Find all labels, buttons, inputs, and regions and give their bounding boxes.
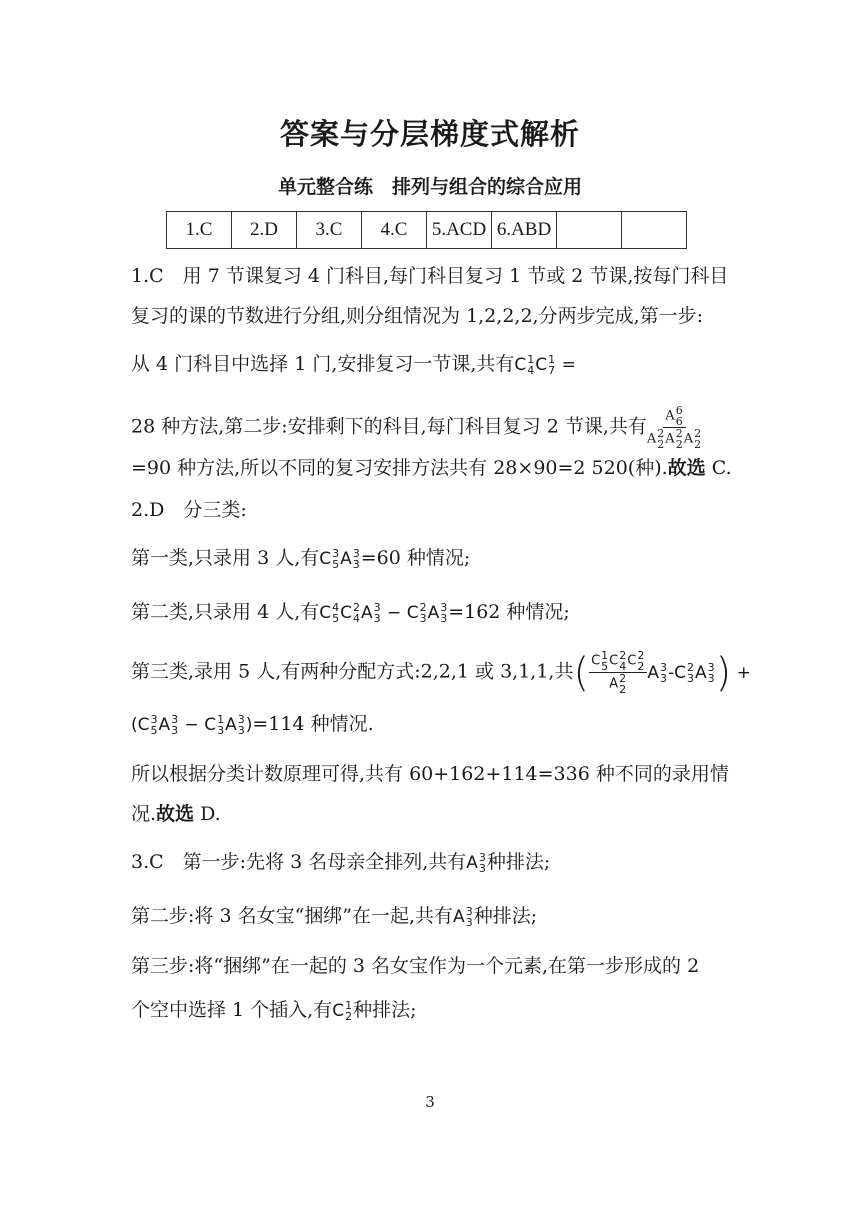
answer-cell: 1.C bbox=[167, 212, 232, 249]
q3-line-4 bbox=[131, 996, 417, 1025]
q1-line-1: 1.C 用 7 节课复习 4 门科目,每门科目复习 1 节或 2 节课,按每门科目 bbox=[131, 265, 729, 287]
answer-cell bbox=[622, 212, 687, 249]
formula-c41c71: C 1 4 C 1 7 = bbox=[514, 353, 576, 377]
q3-line-2 bbox=[131, 902, 537, 931]
q1-line-4-text: 28 种方法,第二步:安排剩下的科目,每门科目复习 2 节课,共有 bbox=[131, 415, 647, 438]
q2-select-label: 故选 bbox=[156, 803, 195, 825]
q1-line-5-text: =90 种方法,所以不同的复习安排方法共有 28×90=2 520(种). bbox=[131, 457, 668, 479]
formula-c54c42a33: C 4 5 C 2 4 A 3 3 − C 2 3 A 3 3 bbox=[319, 601, 448, 625]
q1-line-3 bbox=[131, 350, 576, 379]
q3-line-1-tail: 种排法; bbox=[486, 851, 551, 873]
q3-line-3: 第三步:将“捆绑”在一起的 3 名女宝作为一个元素,在第一步形成的 2 bbox=[131, 955, 700, 977]
q3-line-4-tail: 种排法; bbox=[353, 999, 417, 1021]
q2-line-3-result: =162 种情况; bbox=[448, 601, 570, 623]
q2-line-3 bbox=[131, 598, 570, 627]
q2-line-5-result: =114 种情况. bbox=[252, 713, 374, 735]
q1-line-3-text: 从 4 门科目中选择 1 门,安排复习一节课,共有 bbox=[131, 353, 515, 375]
answer-cell: 2.D bbox=[232, 212, 297, 249]
q3-line-2-text: 第二步:将 3 名女宝“捆绑”在一起,共有 bbox=[131, 905, 454, 927]
formula-c21: C 1 2 bbox=[332, 999, 353, 1023]
formula-paren-group: ( C 1 5 C 2 4 C 2 2 A 2 2 A 3 3 -C 2 3 A 3 3 ) + bbox=[573, 649, 751, 696]
q1-select-label: 故选 bbox=[667, 457, 706, 479]
q3-line-2-tail: 种排法; bbox=[473, 905, 538, 927]
answer-cell bbox=[557, 212, 622, 249]
answer-cell: 3.C bbox=[297, 212, 362, 249]
q2-select-answer: D. bbox=[194, 803, 221, 825]
q1-select-answer: C. bbox=[705, 457, 732, 479]
formula-c53a33: C 3 5 A 3 3 bbox=[319, 547, 360, 571]
q2-line-6: 所以根据分类计数原理可得,共有 60+162+114=336 种不同的录用情 bbox=[131, 763, 729, 785]
q2-line-2 bbox=[131, 544, 470, 573]
q3-line-1 bbox=[131, 848, 550, 877]
answer-cell: 4.C bbox=[362, 212, 427, 249]
q3-line-4-text: 个空中选择 1 个插入,有 bbox=[131, 999, 333, 1021]
q1-line-5 bbox=[131, 454, 732, 482]
formula-a66-fraction: A 6 6 A 2 2 A 2 2 A 2 2 bbox=[646, 404, 702, 451]
q1-line-2: 复习的课的节数进行分组,则分组情况为 1,2,2,2,分两步完成,第一步: bbox=[131, 305, 704, 327]
q2-line-4 bbox=[131, 650, 751, 695]
q2-line-1: 2.D 分三类: bbox=[131, 499, 247, 521]
q1-line-4 bbox=[131, 405, 702, 450]
formula-a33: A 3 3 bbox=[466, 851, 486, 875]
q2-line-5 bbox=[131, 710, 374, 739]
q2-line-3-text: 第二类,只录用 4 人,有 bbox=[131, 601, 320, 623]
q2-line-7 bbox=[131, 800, 221, 828]
formula-a33: A 3 3 bbox=[453, 905, 473, 929]
q2-line-7-text: 况. bbox=[131, 803, 157, 825]
page-number: 3 bbox=[425, 1093, 435, 1111]
q3-line-1-text: 3.C 第一步:先将 3 名母亲全排列,共有 bbox=[131, 851, 467, 873]
section-subtitle: 单元整合练 排列与组合的综合应用 bbox=[277, 176, 582, 198]
q2-line-2-result: =60 种情况; bbox=[360, 547, 471, 569]
answer-cell: 5.ACD bbox=[427, 212, 492, 249]
answer-cell: 6.ABD bbox=[492, 212, 557, 249]
page-title: 答案与分层梯度式解析 bbox=[279, 117, 580, 151]
answer-table bbox=[166, 211, 687, 249]
q2-line-4-text: 第三类,录用 5 人,有两种分配方式:2,2,1 或 3,1,1,共 bbox=[131, 660, 574, 683]
q2-line-2-text: 第一类,只录用 3 人,有 bbox=[131, 547, 320, 569]
formula-c53a33-c31a33: (C 3 5 A 3 3 − C 1 3 A 3 3 ) bbox=[131, 713, 253, 737]
